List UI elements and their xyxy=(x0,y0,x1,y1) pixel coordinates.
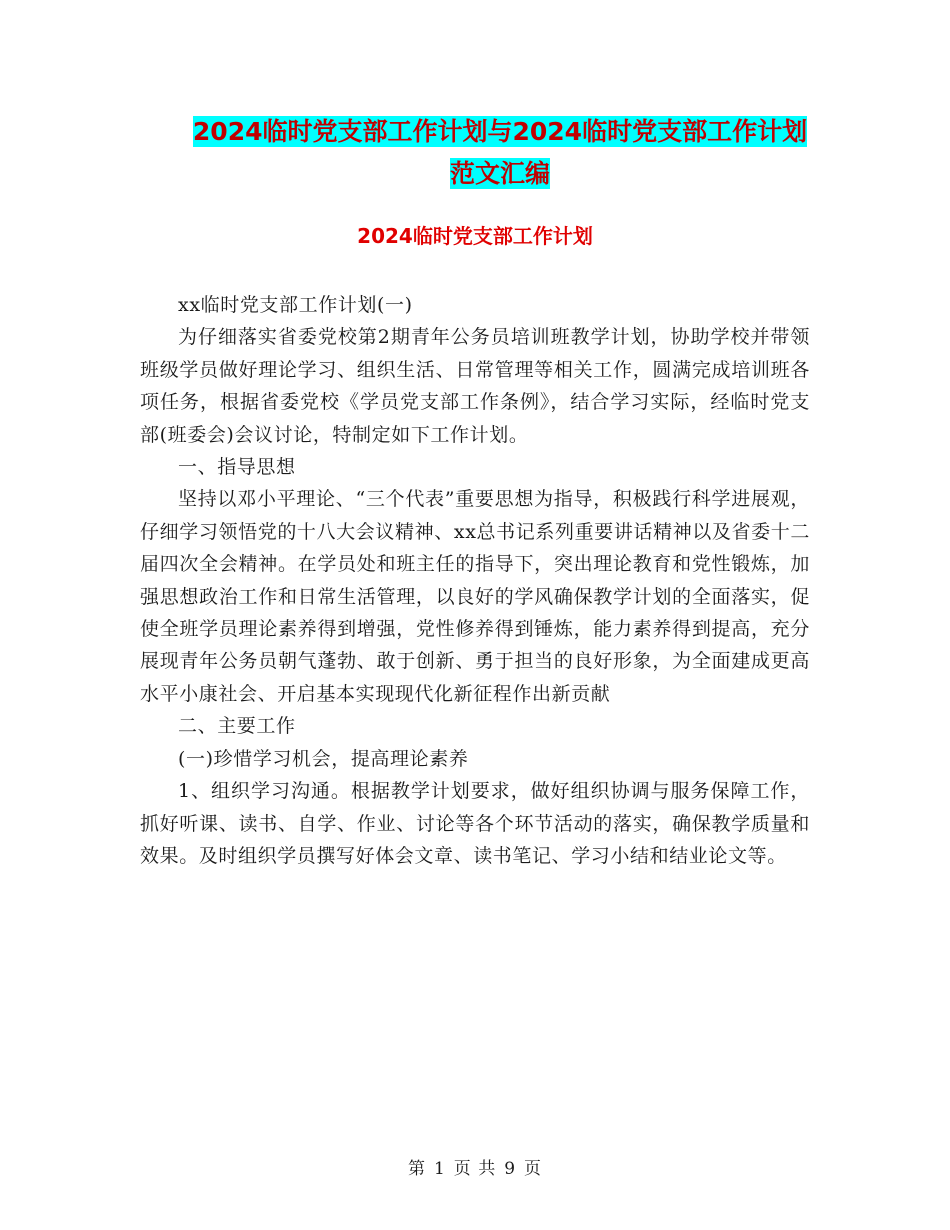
document-body xyxy=(140,289,810,872)
document-title-text-2: 范文汇编 xyxy=(449,159,550,188)
subtitle-paragraph: xx临时党支部工作计划(一) xyxy=(178,294,413,316)
guiding-thought-paragraph: 坚持以邓小平理论、“三个代表”重要思想为指导，积极践行科学进展观，仔细学习领悟党的十八大会议精神、xx总书记系列重要讲话精神以及省委十二届四次全会精神。在学员处和班主任的指导下，突出理论教育和党性锻炼，加强思想政治工作和日常生活管理，以良好的学风确保教学计划的全面落实，促使全班学员理论素养得到增强，党性修养得到锤炼，能力素养得到提高，充分展现青年公务员朝气蓬勃、敢于创新、勇于担当的良好形象，为全面建成更高水平小康社会、开启基本实现现代化新征程作出新贡献 xyxy=(140,488,810,705)
subheading-study: (一)珍惜学习机会，提高理论素养 xyxy=(178,747,469,770)
heading-guiding-thought: 一、指导思想 xyxy=(178,456,296,479)
document-title-line-2 xyxy=(140,153,860,195)
document-title-text-1: 2024临时党支部工作计划与2024临时党支部工作计划 xyxy=(192,117,808,146)
footer-total-pages: 9 xyxy=(504,1159,517,1179)
page-footer xyxy=(0,1154,950,1179)
footer-middle: 页 共 xyxy=(453,1159,497,1179)
study-paragraph: 1、组织学习沟通。根据教学计划要求，做好组织协调与服务保障工作，抓好听课、读书、自学、作业、讨论等各个环节活动的落实，确保教学质量和效果。及时组织学员撰写好体会文章、读书笔记、学习小结和结业论文等。 xyxy=(140,780,810,867)
footer-suffix: 页 xyxy=(524,1159,543,1179)
footer-current-page: 1 xyxy=(433,1159,446,1179)
document-title-line-1 xyxy=(140,111,860,153)
section-title: 2024临时党支部工作计划 xyxy=(357,224,593,248)
intro-paragraph: 为仔细落实省委党校第2期青年公务员培训班教学计划，协助学校并带领班级学员做好理论学习、组织生活、日常管理等相关工作，圆满完成培训班各项任务，根据省委党校《学员党支部工作条例》，结合学习实际，经临时党支部(班委会)会议讨论，特制定如下工作计划。 xyxy=(140,326,810,446)
footer-prefix: 第 xyxy=(407,1159,426,1179)
heading-main-work: 二、主要工作 xyxy=(178,715,296,738)
